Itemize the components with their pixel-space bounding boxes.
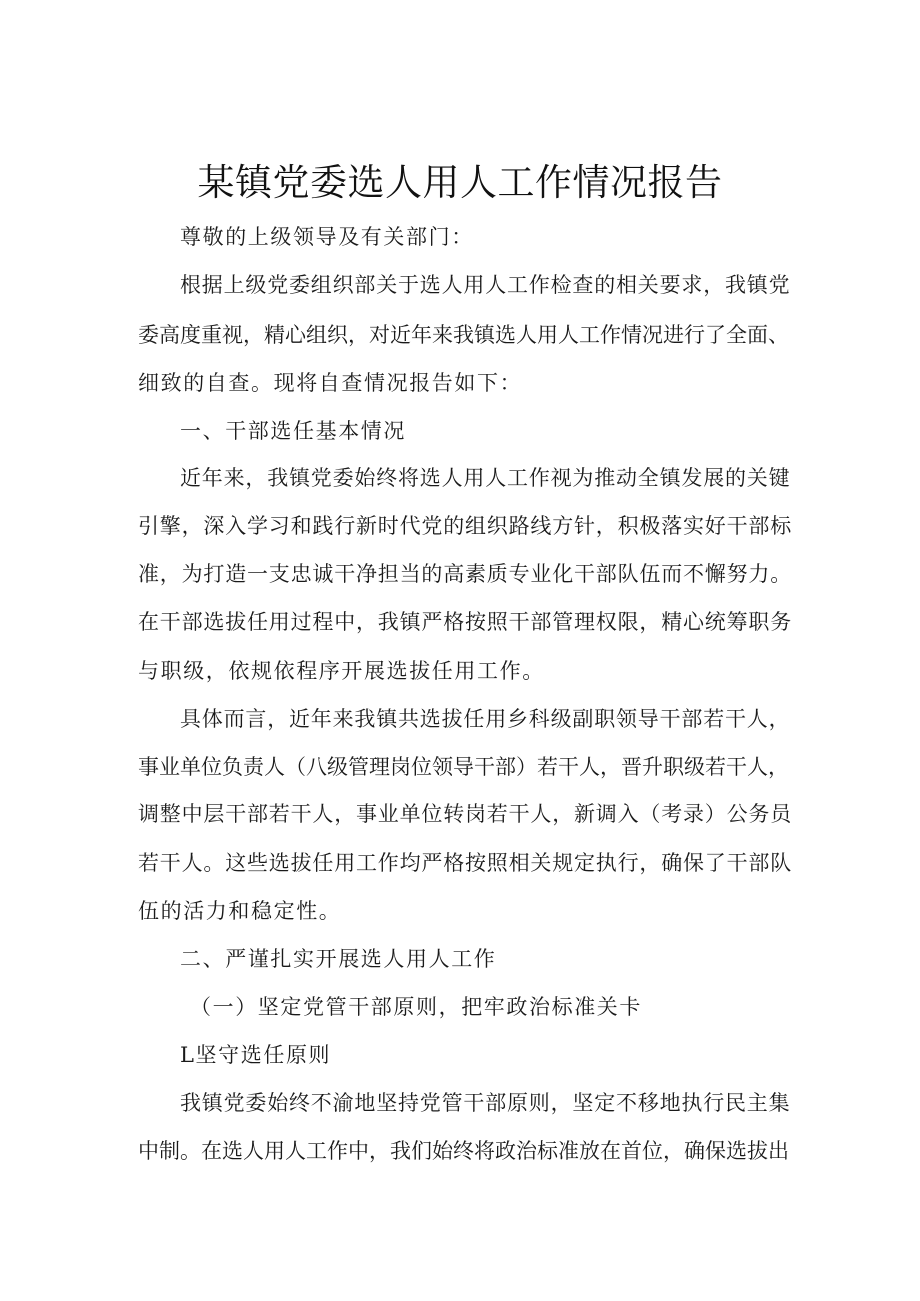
paragraph-2-line-1: 近年来，我镇党委始终将选人用人工作视为推动全镇发展的关键 bbox=[180, 466, 791, 490]
paragraph-3-line-1: 具体而言，近年来我镇共选拔任用乡科级副职领导干部若干人， bbox=[180, 707, 791, 731]
subsection-heading-1: （一）坚定党管干部原则，把牢政治标准关卡 bbox=[190, 995, 642, 1019]
section-heading-2: 二、严谨扎实开展选人用人工作 bbox=[180, 947, 497, 971]
paragraph-2-line-5: 与职级，依规依程序开展选拔任用工作。 bbox=[138, 659, 545, 683]
paragraph-3-line-3: 调整中层干部若干人，事业单位转岗若干人，新调入（考录）公务员 bbox=[138, 802, 792, 826]
paragraph-2-line-4: 在干部选拔任用过程中，我镇严格按照干部管理权限，精心统筹职务 bbox=[138, 610, 792, 634]
paragraph-1-line-2: 委高度重视，精心组织，对近年来我镇选人用人工作情况进行了全面、 bbox=[138, 323, 789, 347]
paragraph-3-line-5: 伍的活力和稳定性。 bbox=[138, 899, 342, 923]
paragraph-3-line-2: 事业单位负责人（八级管理岗位领导干部）若干人，晋升职级若干人， bbox=[138, 755, 789, 779]
document-title: 某镇党委选人用人工作情况报告 bbox=[197, 161, 723, 204]
greeting-line: 尊敬的上级领导及有关部门： bbox=[180, 225, 474, 249]
item-heading-1: L坚守选任原则 bbox=[180, 1043, 332, 1067]
section-heading-1: 一、干部选任基本情况 bbox=[180, 419, 406, 443]
paragraph-4-line-1: 我镇党委始终不渝地坚持党管干部原则，坚定不移地执行民主集 bbox=[180, 1091, 791, 1115]
paragraph-2-line-2: 引擎，深入学习和践行新时代党的组织路线方针，积极落实好干部标 bbox=[138, 514, 792, 538]
paragraph-3-line-4: 若干人。这些选拔任用工作均严格按照相关规定执行，确保了干部队 bbox=[138, 851, 792, 875]
paragraph-1-line-1: 根据上级党委组织部关于选人用人工作检查的相关要求，我镇党 bbox=[180, 273, 791, 297]
paragraph-4-line-2: 中制。在选人用人工作中，我们始终将政治标准放在首位，确保选拔出 bbox=[138, 1139, 789, 1163]
paragraph-1-line-3: 细致的自查。现将自查情况报告如下： bbox=[138, 371, 523, 395]
paragraph-2-line-3: 准，为打造一支忠诚干净担当的高素质专业化干部队伍而不懈努力。 bbox=[138, 562, 792, 586]
